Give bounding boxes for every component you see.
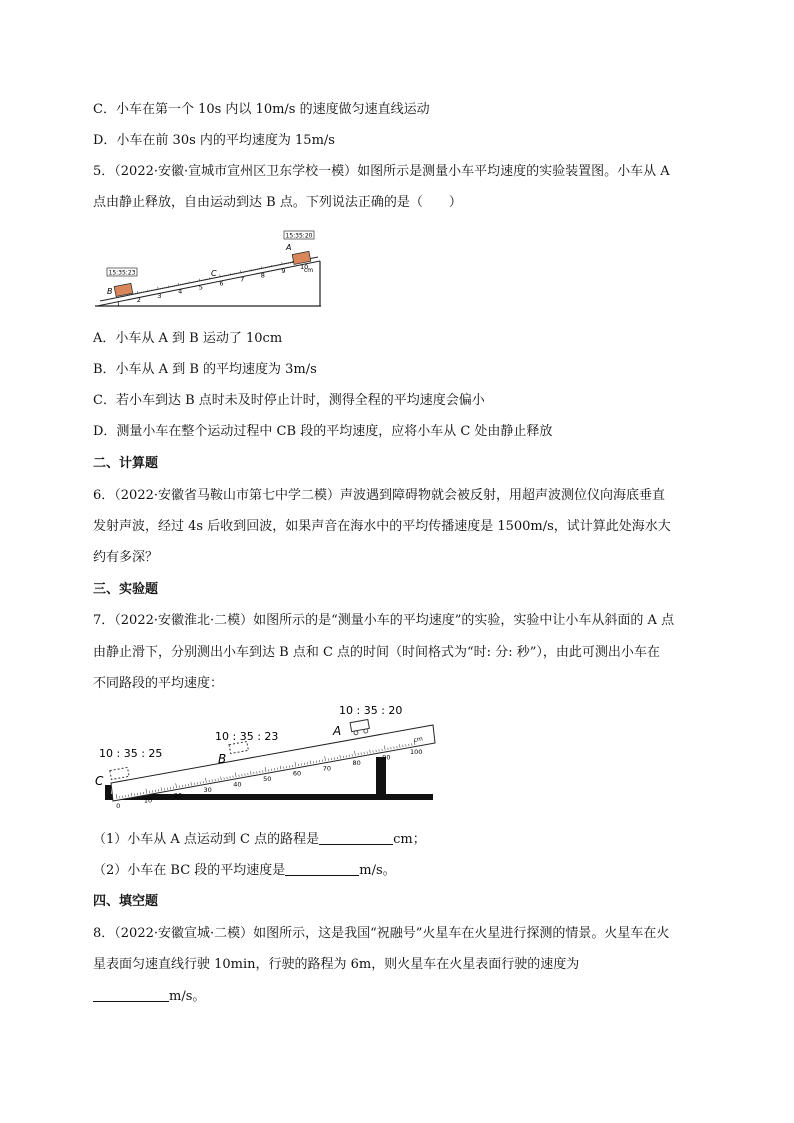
ruler-tick-label: 10 — [300, 263, 309, 272]
label-c: C — [95, 774, 104, 788]
q5-incline-figure — [93, 228, 325, 312]
q7-line3: 不同路段的平均速度： — [93, 676, 224, 691]
ruler-edge-top — [100, 257, 318, 301]
label-a: A — [286, 243, 292, 252]
q7-answer-blank-1[interactable] — [319, 830, 393, 845]
ruler-tick-label: 7 — [240, 275, 245, 284]
q5-option-a: A．小车从 A 到 B 运动了 10cm — [93, 331, 283, 346]
q6-line2: 发射声波，经过 4s 后收到回波，如果声音在海水中的平均传播速度是 1500m/s，试计算此处海水大 — [93, 519, 671, 534]
q8-line1: 8．（2022·安徽宣城·二模）如图所示，这是我国“祝融号”火星车在火星进行探测的情景。火星车在火 — [93, 926, 670, 941]
ruler-tick-label: 60 — [292, 769, 302, 778]
section-heading-calculation: 二、计算题 — [93, 456, 159, 471]
ruler-tick-label: 5 — [198, 283, 203, 292]
ruler-tick-label: 90 — [382, 753, 391, 762]
q5-stem-line1: 5．（2022·安徽·宣城市宣州区卫东学校一模）如图所示是测量小车平均速度的实验装置图。小车从 A — [93, 164, 670, 179]
ruler-tick-label: 2 — [136, 295, 141, 304]
q7-sub2-suffix: m/s。 — [359, 863, 396, 878]
q4-option-c: C．小车在第一个 10s 内以 10m/s 的速度做匀速直线运动 — [93, 102, 430, 117]
q5-option-d: D．测量小车在整个运动过程中 CB 段的平均速度，应将小车从 C 处由静止释放 — [93, 424, 553, 439]
q7-sub1-suffix: cm； — [393, 832, 426, 847]
q8-answer-blank[interactable] — [93, 987, 169, 1002]
timer-b-text: 15:35:23 — [108, 269, 136, 277]
cart-at-c — [110, 767, 129, 779]
label-a: A — [333, 724, 342, 738]
q6-line3: 约有多深？ — [93, 550, 159, 565]
ruler-tick-label: 6 — [219, 279, 224, 288]
end-stop — [105, 785, 111, 798]
support-post — [376, 757, 386, 797]
q5-stem-line2: 点由静止释放，自由运动到达 B 点。下列说法正确的是（ ） — [93, 195, 462, 210]
q7-sub2-prefix: （2）小车在 BC 段的平均速度是 — [93, 863, 286, 878]
ruler-tick-label: 0 — [116, 802, 121, 809]
section-heading-experiment: 三、实验题 — [93, 582, 159, 597]
time-a: 10 : 35 : 20 — [339, 704, 403, 717]
q5-option-b: B．小车从 A 到 B 的平均速度为 3m/s — [93, 362, 317, 377]
cart-at-b — [229, 742, 248, 754]
ruler-tick-label: 30 — [203, 785, 212, 794]
ruler-tick-label: 100 — [410, 748, 423, 757]
unit-label: cm — [413, 735, 424, 744]
q7-line2: 由静止滑下，分别测出小车到达 B 点和 C 点的时间（时间格式为“时: 分: 秒”），由此可测出小车在 — [93, 645, 660, 660]
q7-line1: 7．（2022·安徽淮北·二模）如图所示的是“测量小车的平均速度”的实验，实验中让小车从斜面的 A 点 — [93, 613, 675, 628]
q7-sub1-prefix: （1）小车从 A 点运动到 C 点的路程是 — [93, 832, 320, 847]
label-c: C — [211, 269, 217, 278]
ruler-tick-label: 70 — [322, 764, 331, 773]
ruler-tick-label: 4 — [178, 287, 183, 296]
ruler-tick-label: 40 — [233, 780, 242, 789]
time-b: 10 : 35 : 23 — [215, 730, 279, 743]
q7-sub2 — [93, 861, 396, 880]
ruler-tick-label: 50 — [263, 775, 272, 784]
timer-a-text: 15:35:20 — [285, 232, 313, 240]
ruler-tick-label: 80 — [352, 758, 361, 767]
q6-line1: 6．（2022·安徽省马鞍山市第七中学二模）声波遇到障碍物就会被反射，用超声波测位仪向海底垂直 — [93, 488, 665, 503]
q8-suffix: m/s。 — [169, 989, 206, 1004]
q7-sub1 — [93, 830, 426, 849]
q7-answer-blank-2[interactable] — [285, 861, 359, 876]
q8-line3 — [93, 987, 205, 1006]
section-heading-fill-blank: 四、填空题 — [93, 894, 159, 909]
q5-option-c: C．若小车到达 B 点时未及时停止计时，测得全程的平均速度会偏小 — [93, 393, 485, 408]
time-c: 10 : 35 : 25 — [99, 747, 163, 760]
label-b: B — [107, 287, 113, 296]
ruler-tick-label: 8 — [260, 271, 265, 280]
ruler-tick-label: 10 — [143, 796, 153, 805]
q4-option-d: D．小车在前 30s 内的平均速度为 15m/s — [93, 133, 335, 148]
ruler-tick-label: 20 — [173, 791, 182, 800]
ruler-tick-label: 3 — [157, 291, 162, 300]
ruler-tick-label: 9 — [281, 267, 286, 276]
q8-line2: 星表面匀速直线行驶 10min，行驶的路程为 6m，则火星车在火星表面行驶的速度为 — [93, 957, 580, 972]
ruler-tick-label: 1 — [116, 300, 121, 309]
label-b: B — [218, 752, 227, 766]
unit-label: cm — [304, 267, 314, 274]
q7-incline-figure — [93, 697, 438, 809]
